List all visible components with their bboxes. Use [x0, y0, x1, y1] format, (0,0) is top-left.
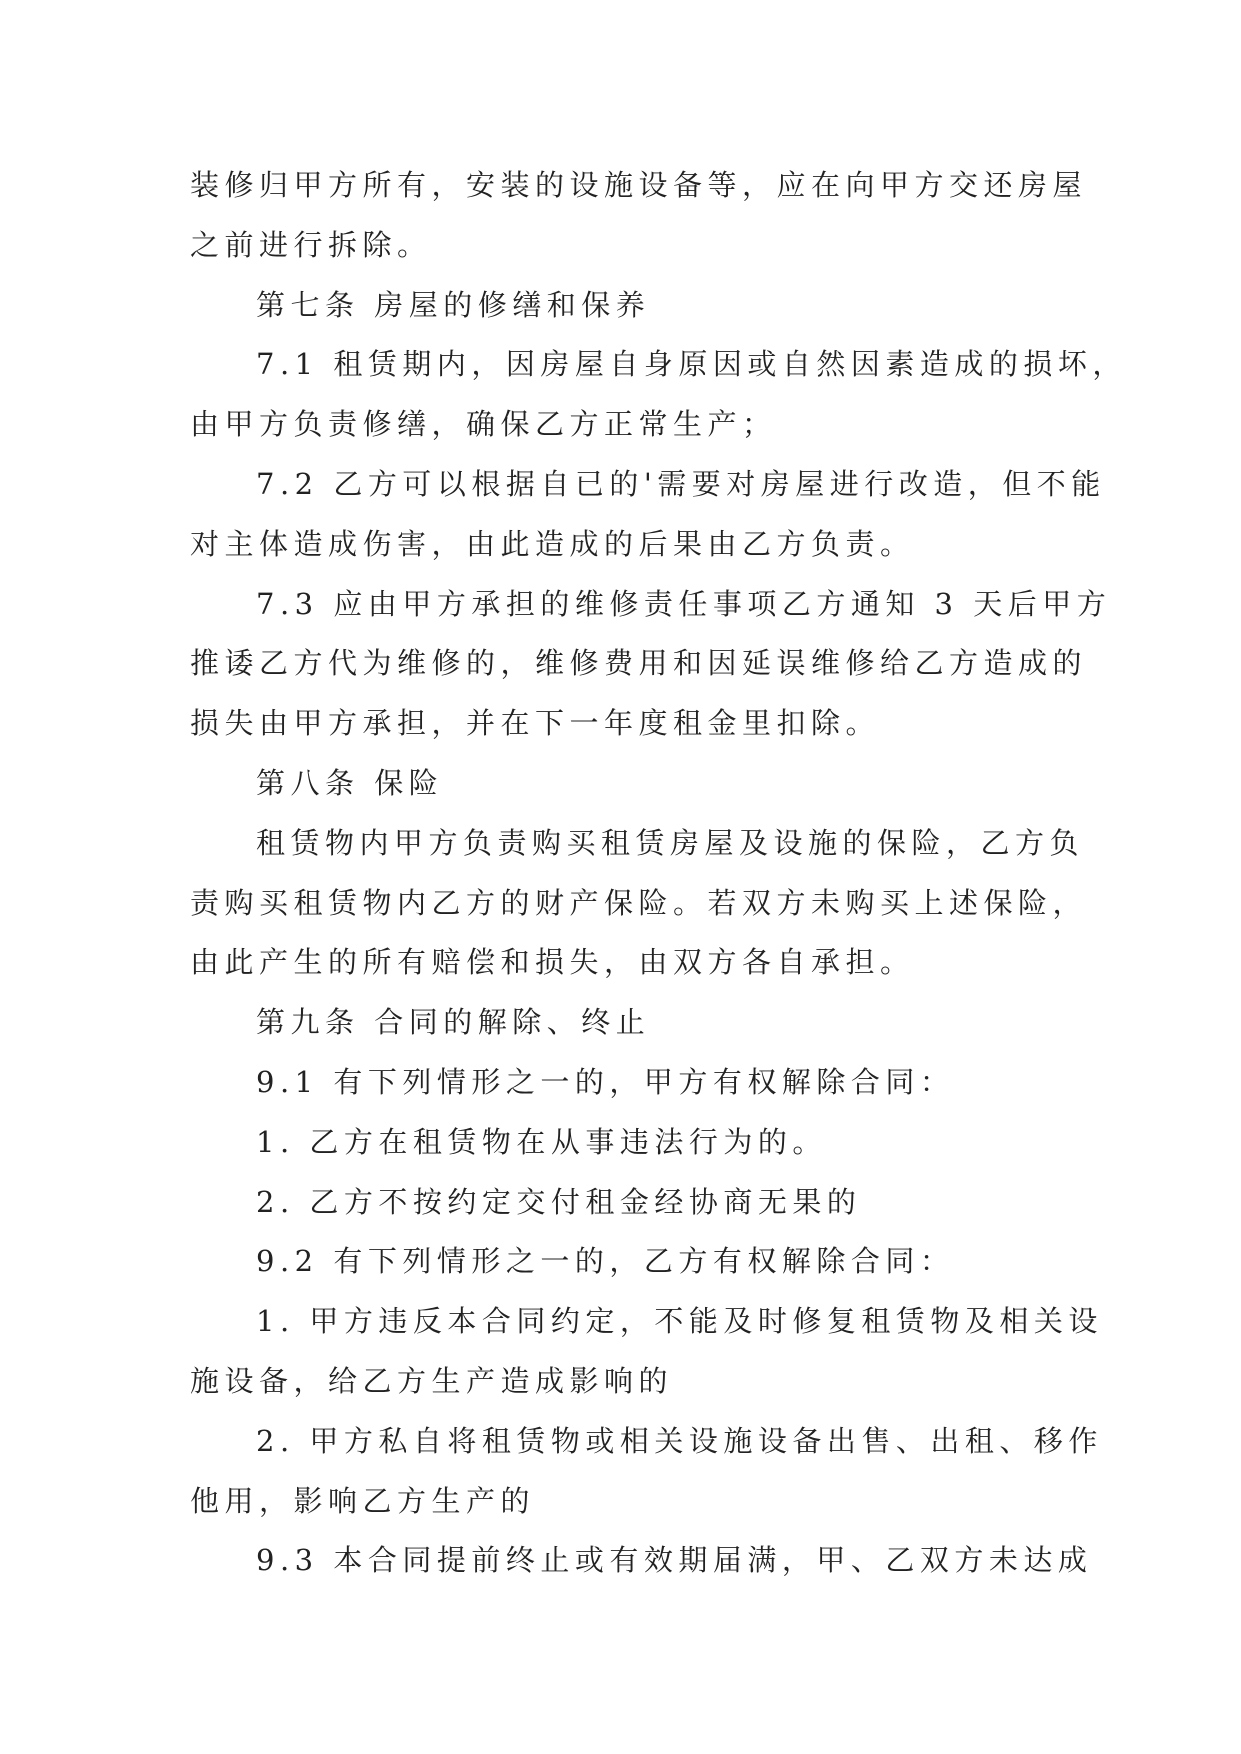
document-line: 9.1 有下列情形之一的，甲方有权解除合同：: [256, 1064, 955, 1099]
document-line: 7.1 租赁期内，因房屋自身原因或自然因素造成的损坏，: [256, 347, 1127, 382]
document-line: 租赁物内甲方负责购买租赁房屋及设施的保险，乙方负: [256, 825, 1085, 860]
document-line: 他用，影响乙方生产的: [190, 1483, 536, 1518]
document-line: 对主体造成伤害，由此造成的后果由乙方负责。: [190, 526, 915, 561]
document-line: 由此产生的所有赔偿和损失，由双方各自承担。: [190, 945, 915, 980]
document-line: 装修归甲方所有，安装的设施设备等，应在向甲方交还房屋: [190, 168, 1088, 202]
document-line: 2. 乙方不按约定交付租金经协商无果的: [256, 1184, 862, 1219]
document-line: 之前进行拆除。: [190, 227, 432, 262]
document-line: 由甲方负责修缮，确保乙方正常生产；: [190, 407, 777, 442]
document-line: 1. 甲方违反本合同约定，不能及时修复租赁物及相关设: [256, 1304, 1103, 1339]
document-line: 9.3 本合同提前终止或有效期届满，甲、乙双方未达成: [256, 1543, 1093, 1578]
document-body: [190, 156, 1127, 1591]
document-line: 损失由甲方承担，并在下一年度租金里扣除。: [190, 706, 881, 741]
document-line: 第七条 房屋的修缮和保养: [256, 287, 651, 322]
document-line: 1. 乙方在租赁物在从事违法行为的。: [256, 1124, 827, 1159]
document-line: 第八条 保险: [256, 765, 444, 800]
document-line: 9.2 有下列情形之一的，乙方有权解除合同：: [256, 1244, 955, 1279]
document-line: 责购买租赁物内乙方的财产保险。若双方未购买上述保险，: [190, 885, 1088, 920]
document-line: 2. 甲方私自将租赁物或相关设施设备出售、出租、移作: [256, 1423, 1103, 1458]
document-line: 施设备，给乙方生产造成影响的: [190, 1363, 674, 1398]
document-line: 第九条 合同的解除、终止: [256, 1005, 651, 1040]
document-line: 7.2 乙方可以根据自已的'需要对房屋进行改造，但不能: [256, 466, 1106, 501]
document-line: 7.3 应由甲方承担的维修责任事项乙方通知 3 天后甲方: [256, 586, 1112, 621]
document-line: 推诿乙方代为维修的，维修费用和因延误维修给乙方造成的: [190, 646, 1088, 681]
